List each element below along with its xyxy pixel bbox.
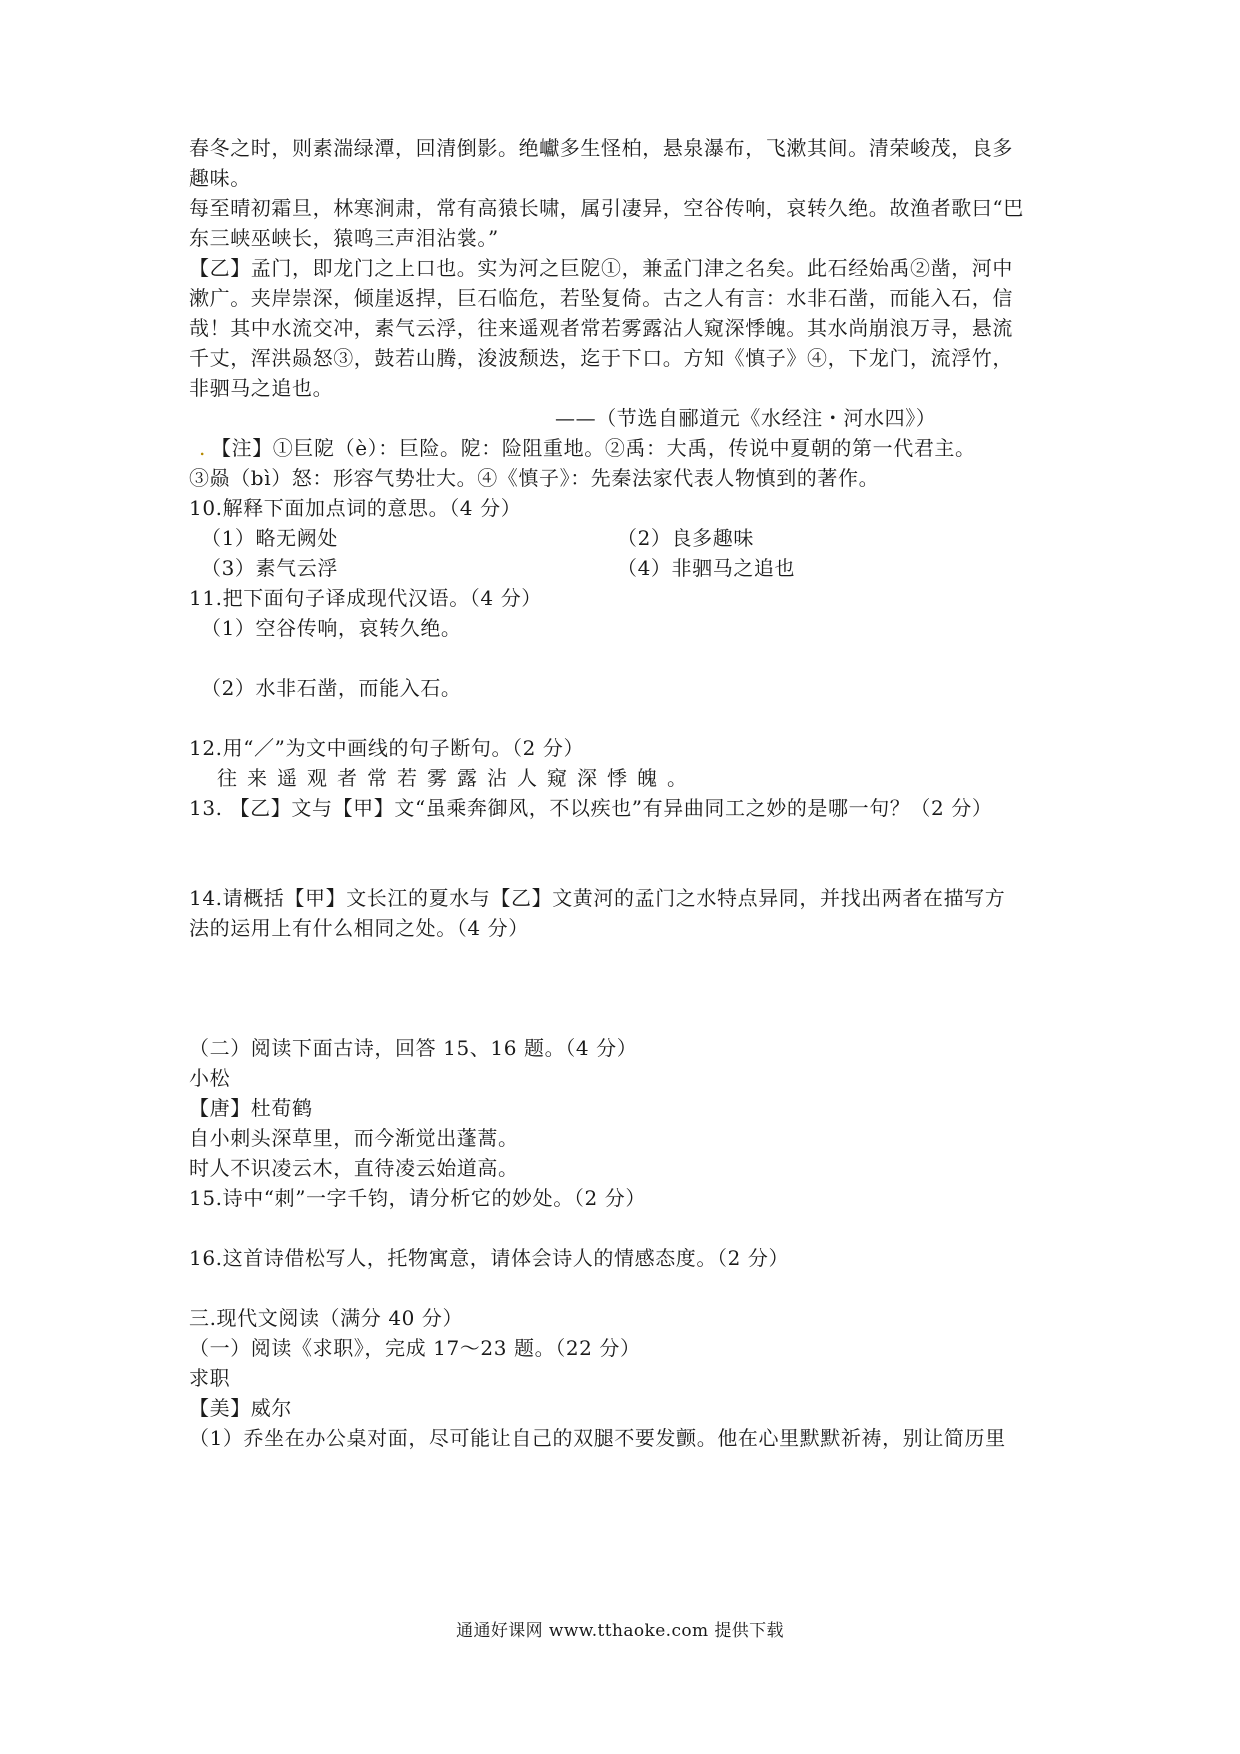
passage-yi-line: 千丈，浑洪赑怒③，鼓若山腾，浚波颓迭，迄于下口。方知《慎子》④，下龙门，流浮竹， [189, 346, 1013, 370]
passage-jia-line: 春冬之时，则素湍绿潭，回清倒影。绝巘多生怪柏，悬泉瀑布，飞漱其间。清荣峻茂，良多 [189, 136, 1013, 160]
question-11-item: （2）水非石凿，而能入石。 [201, 676, 462, 700]
passage-jia-line: 趣味。 [189, 166, 251, 190]
passage-jia-line: 每至晴初霜旦，林寒涧肃，常有高猿长啸，属引凄异，空谷传响，哀转久绝。故渔者歌曰“巴 [189, 196, 1024, 220]
passage-jia-line: 东三峡巫峡长，猿鸣三声泪沾裳。” [189, 226, 499, 250]
question-10-item: （3）素气云浮 [201, 556, 338, 580]
passage-yi-line: 漱广。夹岸崇深，倾崖返捍，巨石临危，若坠复倚。古之人有言：水非石凿，而能入石，信 [189, 286, 1013, 310]
story-author: 【美】威尔 [189, 1396, 292, 1420]
poem-line: 自小刺头深草里，而今渐觉出蓬蒿。 [189, 1126, 519, 1150]
page-footer: 通通好课网 www.tthaoke.com 提供下载 [456, 1621, 784, 1641]
notes-line: 【注】①巨阸（è）：巨险。阸：险阻重地。②禹：大禹，传说中夏朝的第一代君主。 [211, 436, 976, 460]
question-10-item: （4）非驷马之追也 [617, 556, 796, 580]
question-11-stem: 11.把下面句子译成现代汉语。（4 分） [189, 586, 542, 610]
question-10-item: （1）略无阙处 [201, 526, 338, 550]
part3-heading: 三.现代文阅读（满分 40 分） [189, 1306, 464, 1330]
question-16: 16.这首诗借松写人，托物寓意，请体会诗人的情感态度。（2 分） [189, 1246, 790, 1270]
poem-line: 时人不识凌云木，直待凌云始道高。 [189, 1156, 519, 1180]
story-title: 求职 [189, 1366, 231, 1390]
story-paragraph-1: （1）乔坐在办公桌对面，尽可能让自己的双腿不要发颤。他在心里默默祈祷，别让简历里 [189, 1426, 1006, 1450]
poem-author: 【唐】杜荀鹤 [189, 1096, 313, 1120]
question-12-sentence: 往来遥观者常若雾露沾人窥深悸魄。 [217, 766, 697, 790]
question-14-line: 14.请概括【甲】文长江的夏水与【乙】文黄河的孟门之水特点异同，并找出两者在描写方 [189, 886, 1006, 910]
question-11-item: （1）空谷传响，哀转久绝。 [201, 616, 462, 640]
passage-yi-line: 【乙】孟门，即龙门之上口也。实为河之巨阸①，兼孟门津之名矣。此石经始禹②凿，河中 [189, 256, 1013, 280]
notes-line: ③赑（bì）怒：形容气势壮大。④《慎子》：先秦法家代表人物慎到的著作。 [189, 466, 880, 490]
question-13: 13. 【乙】文与【甲】文“虽乘奔御风，不以疾也”有异曲同工之妙的是哪一句？（2 分） [189, 796, 993, 820]
part2-heading: （二）阅读下面古诗，回答 15、16 题。（4 分） [189, 1036, 638, 1060]
question-14-line: 法的运用上有什么相同之处。（4 分） [189, 916, 529, 940]
question-10-stem: 10.解释下面加点词的意思。（4 分） [189, 496, 522, 520]
source-citation: ——（节选自郦道元《水经注・河水四》） [555, 406, 937, 430]
part3-subheading: （一）阅读《求职》，完成 17～23 题。（22 分） [189, 1336, 641, 1360]
question-12-stem: 12.用“／”为文中画线的句子断句。（2 分） [189, 736, 585, 760]
question-10-item: （2）良多趣味 [617, 526, 754, 550]
note-marker: . [199, 436, 206, 460]
question-15: 15.诗中“刺”一字千钧，请分析它的妙处。（2 分） [189, 1186, 646, 1210]
poem-title: 小松 [189, 1066, 231, 1090]
passage-yi-line: 非驷马之追也。 [189, 376, 334, 400]
passage-yi-line: 哉！其中水流交冲，素气云浮，往来遥观者常若雾露沾人窥深悸魄。其水尚崩浪万寻，悬流 [189, 316, 1013, 340]
